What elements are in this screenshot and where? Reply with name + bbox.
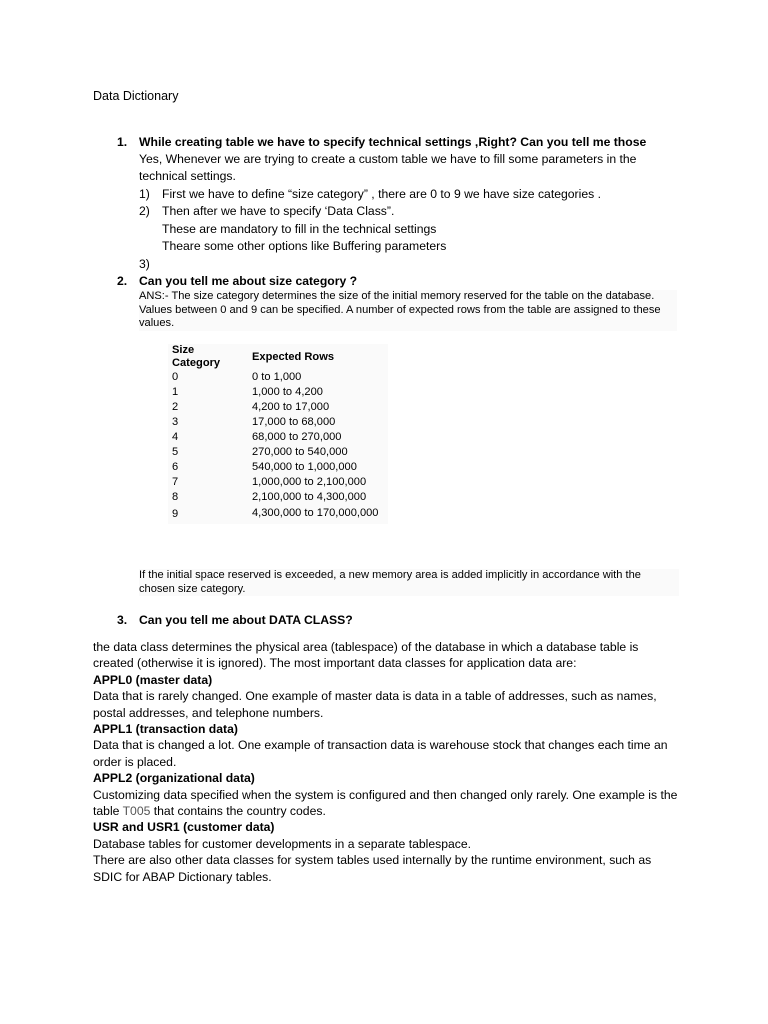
- table-row: [168, 400, 388, 415]
- size-cell: 3: [172, 416, 179, 428]
- dataclass-section: [93, 639, 679, 885]
- rows-cell: 68,000 to 270,000: [252, 431, 342, 443]
- size-cell: 0: [172, 371, 179, 383]
- rows-cell: 17,000 to 68,000: [252, 416, 336, 428]
- size-cell: 2: [172, 401, 179, 413]
- q1-step1-text: First we have to define “size category” , there are 0 to 9 we have size categories .: [162, 187, 601, 201]
- q2-question: Can you tell me about size category ?: [139, 274, 358, 288]
- q1-step1-number: 1): [139, 187, 150, 201]
- table-row: [168, 415, 388, 430]
- appl1-description: Data that is changed a lot. One example of transaction data is warehouse stock that changes each time an order is placed.: [93, 738, 668, 769]
- table-row: [168, 370, 388, 385]
- rows-cell: 4,300,000 to 170,000,000: [252, 507, 379, 519]
- q1-step3-number: 3): [139, 257, 150, 271]
- q3-question: Can you tell me about DATA CLASS?: [139, 613, 353, 627]
- table-row: [168, 475, 388, 490]
- appl2-description: [93, 787, 679, 820]
- q1-note-mandatory: These are mandatory to fill in the technical settings: [162, 222, 437, 236]
- appl2-text-start: Customizing data specified when the system is configured and then changed only rarely. One example is the table: [93, 787, 678, 819]
- appl2-heading: APPL2 (organizational data): [93, 771, 255, 786]
- table-row: [168, 430, 388, 445]
- size-cell: 6: [172, 461, 179, 473]
- q1-step2-number: 2): [139, 204, 150, 218]
- appl0-description: Data that is rarely changed. One example of master data is data in a table of addresses, such as names, postal addresses, and telephone numbers.: [93, 689, 657, 720]
- table-row: [168, 505, 388, 524]
- q2-answer: ANS:- The size category determines the size of the initial memory reserved for the table on the database. Values between 0 and 9 can be specified. A number of expected rows from the table are assigned to these values.: [139, 290, 677, 331]
- rows-cell: 270,000 to 540,000: [252, 446, 348, 458]
- appl1-heading: APPL1 (transaction data): [93, 722, 238, 737]
- size-cell: 5: [172, 446, 179, 458]
- table-row: [168, 445, 388, 460]
- q1-step2-text: Then after we have to specify ‘Data Class”.: [162, 204, 395, 218]
- table-header-row: [168, 344, 388, 370]
- page-title: Data Dictionary: [93, 89, 179, 103]
- size-cell: 4: [172, 431, 179, 443]
- rows-cell: 2,100,000 to 4,300,000: [252, 491, 367, 503]
- usr-heading: USR and USR1 (customer data): [93, 820, 275, 835]
- header-size-category: Size Category: [172, 344, 221, 369]
- appl2-text-end: that contains the country codes.: [150, 804, 326, 819]
- q3-number: 3.: [117, 613, 128, 627]
- q1-answer: Yes, Whenever we are trying to create a custom table we have to fill some parameters in the technical settings.: [139, 152, 637, 183]
- size-cell: 9: [172, 508, 179, 520]
- other-classes-text: There are also other data classes for system tables used internally by the runtime environment, such as SDIC for ABAP Dictionary tables.: [93, 853, 652, 884]
- rows-cell: 540,000 to 1,000,000: [252, 461, 357, 473]
- q1-question: While creating table we have to specify technical settings ,Right? Can you tell me those: [139, 135, 647, 149]
- usr-description: Database tables for customer developments in a separate tablespace.: [93, 836, 472, 851]
- rows-cell: 1,000,000 to 2,100,000: [252, 476, 367, 488]
- size-cell: 7: [172, 476, 179, 488]
- q1-note-buffering: Theare some other options like Buffering parameters: [162, 239, 447, 253]
- table-row: [168, 460, 388, 475]
- q1-number: 1.: [117, 135, 128, 149]
- size-cell: 8: [172, 491, 179, 503]
- size-category-table: [168, 344, 388, 524]
- rows-cell: 0 to 1,000: [252, 371, 302, 383]
- q2-footnote: If the initial space reserved is exceeded, a new memory area is added implicitly in accordance with the chosen size category.: [139, 569, 679, 596]
- table-row: [168, 490, 388, 505]
- table-row: [168, 385, 388, 400]
- size-cell: 1: [172, 386, 179, 398]
- appl0-heading: APPL0 (master data): [93, 672, 213, 687]
- header-expected-rows: Expected Rows: [252, 350, 334, 363]
- rows-cell: 1,000 to 4,200: [252, 386, 323, 398]
- rows-cell: 4,200 to 17,000: [252, 401, 330, 413]
- dataclass-intro: the data class determines the physical area (tablespace) of the database in which a database table is created (otherwise it is ignored). The most important data classes for application data are:: [93, 640, 639, 671]
- t005-code: T005: [122, 804, 151, 819]
- q2-number: 2.: [117, 274, 128, 288]
